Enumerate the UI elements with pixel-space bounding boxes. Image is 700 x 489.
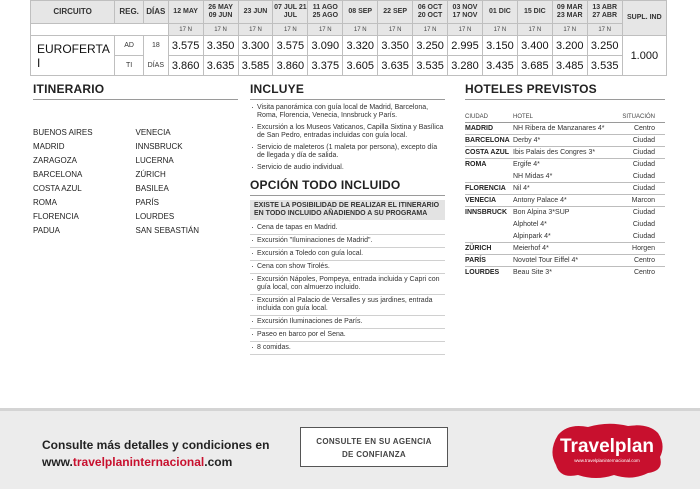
hotel-name: Derby 4*	[513, 135, 617, 147]
todo-incluido-item: · Excursión Iluminaciones de París.	[250, 318, 445, 329]
todo-incluido-list	[250, 224, 445, 355]
agency-line-1: CONSULTE EN SU AGENCIA	[316, 437, 432, 446]
incluye-item: · Servicio de maleteros (1 maleta por persona), excepto día de llegada y día de salida.	[250, 144, 445, 160]
hotel-situation: Ciudad	[617, 159, 665, 171]
city-item: FLORENCIA	[33, 212, 79, 221]
hotel-name: Alpinpark 4*	[513, 232, 551, 240]
nights-cell: 17 N	[378, 24, 413, 36]
city-item: ROMA	[33, 198, 57, 207]
incluye-item: · Visita panorámica con guía local de Madrid, Barcelona, Roma, Florencia, Venecia, Innsbruck y París.	[250, 104, 445, 120]
col-supl: SUPL. IND	[622, 1, 666, 36]
hotel-situation: Centro	[617, 267, 665, 279]
hotel-row	[465, 231, 665, 243]
hotel-city: FLORENCIA	[465, 183, 513, 195]
hotel-row	[465, 207, 665, 219]
hotel-row	[465, 123, 665, 135]
hotel-city: BARCELONA	[465, 135, 513, 147]
nights-cell: 17 N	[552, 24, 587, 36]
nights-cell: 17 N	[413, 24, 448, 36]
city-item: INNSBRUCK	[135, 142, 183, 151]
hotel-city: PARÍS	[465, 255, 513, 267]
col-date: 26 MAY 09 JUN	[203, 1, 238, 24]
price-table	[30, 0, 667, 76]
hotel-city: COSTA AZUL	[465, 147, 513, 159]
circuit-name: EUROFERTA I	[31, 36, 115, 76]
todo-incluido-item: · Paseo en barco por el Sena.	[250, 331, 445, 342]
city-item: LUCERNA	[135, 156, 174, 165]
hotel-name: Meierhof 4*	[513, 243, 617, 255]
hotel-situation: Centro	[617, 255, 665, 267]
incluye-section	[250, 82, 445, 357]
itinerario-cities	[33, 126, 238, 238]
hotel-name: Ergife 4*	[513, 159, 617, 171]
incluye-title: INCLUYE	[250, 82, 445, 100]
nights-cell: 17 N	[343, 24, 378, 36]
col-date: 11 AGO 25 AGO	[308, 1, 343, 24]
hotel-city: VENECIA	[465, 195, 513, 207]
hotel-situation: Ciudad	[617, 183, 665, 195]
hotel-situation: Ciudad	[617, 135, 665, 147]
price-cell: 3.535	[413, 56, 448, 76]
price-cell: 3.585	[238, 56, 273, 76]
footer-line: Consulte más detalles y condiciones en	[42, 438, 270, 452]
price-cell: 3.485	[552, 56, 587, 76]
todo-incluido-item: · Excursión al Palacio de Versalles y sus jardines, entrada incluida con guía local.	[250, 297, 445, 316]
col-date: 23 JUN	[238, 1, 273, 24]
todo-incluido-item: · Cena con show Tirolés.	[250, 263, 445, 274]
url-prefix: www.	[42, 455, 73, 469]
todo-incluido-item: · Cena de tapas en Madrid.	[250, 224, 445, 235]
city-item: VENECIA	[135, 128, 171, 137]
hotels-col-situacion: SITUACIÓN	[617, 114, 665, 123]
price-subheader-row	[31, 24, 667, 36]
price-cell: 3.435	[482, 56, 517, 76]
hotel-situation: Ciudad	[632, 232, 655, 240]
price-row-ti	[31, 56, 667, 76]
regime-ti: TI	[115, 56, 144, 76]
hotel-city: LOURDES	[465, 267, 513, 279]
hotel-row	[465, 159, 665, 171]
hotel-name: Nil 4*	[513, 183, 617, 195]
hotel-city: ZÜRICH	[465, 243, 513, 255]
todo-incluido-item: · Excursión a Toledo con guía local.	[250, 250, 445, 261]
hotel-row	[465, 135, 665, 147]
price-cell: 2.995	[448, 36, 483, 56]
price-header-row	[31, 1, 667, 24]
hotel-name: Antony Palace 4*	[513, 195, 617, 207]
price-cell: 3.250	[587, 36, 622, 56]
nights-cell: 17 N	[308, 24, 343, 36]
incluye-item: · Servicio de audio individual.	[250, 164, 445, 172]
city-item: PADUA	[33, 226, 60, 235]
city-item: COSTA AZUL	[33, 184, 82, 193]
col-circuito: CIRCUITO	[31, 1, 115, 24]
price-cell: 3.535	[587, 56, 622, 76]
travelplan-logo	[548, 421, 666, 481]
hoteles-section	[465, 82, 665, 279]
nights-cell: 17 N	[273, 24, 308, 36]
logo-url: www.travelplaninternacional.com	[574, 458, 640, 463]
hotel-situation: Marcon	[617, 195, 665, 207]
price-cell: 3.635	[378, 56, 413, 76]
nights-cell: 17 N	[517, 24, 552, 36]
hotel-city	[465, 231, 513, 243]
agency-contact-box	[300, 427, 448, 467]
nights-cell: 17 N	[448, 24, 483, 36]
hotels-body	[465, 123, 665, 279]
hotel-name: NH Midas 4*	[513, 172, 553, 180]
col-date: 12 MAY	[168, 1, 203, 24]
url-suffix: .com	[204, 455, 233, 469]
itinerario-title: ITINERARIO	[33, 82, 238, 100]
dias-label: DÍAS	[144, 56, 169, 76]
hotel-row	[465, 183, 665, 195]
hotel-name: Bon Alpina 3*SUP	[513, 207, 617, 219]
col-date: 08 SEP	[343, 1, 378, 24]
nights-cell: 17 N	[482, 24, 517, 36]
price-cell: 3.375	[308, 56, 343, 76]
hotel-name: Beau Site 3*	[513, 267, 617, 279]
price-cell: 3.860	[168, 56, 203, 76]
price-cell: 3.320	[343, 36, 378, 56]
price-cell: 3.575	[168, 36, 203, 56]
todo-incluido-notice: EXISTE LA POSIBILIDAD DE REALIZAR EL ITINERARIO EN TODO INCLUIDO AÑADIENDO A SU PROGRAMA	[250, 200, 445, 220]
price-cell: 3.685	[517, 56, 552, 76]
hotel-city	[465, 171, 513, 183]
hotel-row	[465, 147, 665, 159]
cities-column-1	[33, 126, 136, 238]
nights-cell: 17 N	[238, 24, 273, 36]
col-date: 22 SEP	[378, 1, 413, 24]
col-dias: DÍAS	[144, 1, 169, 24]
hotel-city: MADRID	[465, 123, 513, 135]
price-cell: 3.860	[273, 56, 308, 76]
price-cell: 3.280	[448, 56, 483, 76]
hotel-situation: Ciudad	[617, 147, 665, 159]
hotels-col-ciudad: CIUDAD	[465, 114, 513, 123]
city-item: PARÍS	[135, 198, 159, 207]
hotels-table	[465, 114, 665, 279]
price-cell: 3.150	[482, 36, 517, 56]
hotel-name: Novotel Tour Eiffel 4*	[513, 255, 617, 267]
city-item: LOURDES	[135, 212, 175, 221]
col-date: 15 DIC	[517, 1, 552, 24]
hotel-name: Ibis Palais des Congres 3*	[513, 147, 617, 159]
hotel-row	[465, 243, 665, 255]
hotels-col-hotel: HOTEL	[513, 114, 617, 123]
price-cell: 3.605	[343, 56, 378, 76]
col-date: 07 JUL 21 JUL	[273, 1, 308, 24]
cities-column-2	[136, 126, 239, 238]
hotel-row	[465, 171, 665, 183]
logo-text: Travelplan	[560, 436, 654, 457]
hotel-city: ROMA	[465, 159, 513, 171]
footer-url[interactable]	[42, 454, 269, 471]
price-cell: 3.635	[203, 56, 238, 76]
blank-cell	[31, 24, 115, 36]
todo-incluido-title: OPCIÓN TODO INCLUIDO	[250, 178, 445, 196]
col-date: 03 NOV 17 NOV	[448, 1, 483, 24]
city-item: BUENOS AIRES	[33, 128, 93, 137]
agency-line-2: DE CONFIANZA	[341, 450, 407, 459]
todo-incluido-item: · Excursión Nápoles, Pompeya, entrada incluida y Capri con guía local, con almuerzo incluido.	[250, 276, 445, 295]
todo-incluido-item: · 8 comidas.	[250, 344, 445, 355]
col-reg: REG.	[115, 1, 144, 24]
col-date: 06 OCT 20 OCT	[413, 1, 448, 24]
supl-value: 1.000	[622, 36, 666, 76]
col-date: 13 ABR 27 ABR	[587, 1, 622, 24]
dias-value: 18	[144, 36, 169, 56]
city-item: SAN SEBASTIÁN	[135, 226, 200, 235]
hotel-situation: Ciudad	[632, 221, 655, 228]
itinerario-section	[33, 82, 238, 238]
hotel-situation: Ciudad	[632, 172, 655, 180]
price-cell: 3.350	[378, 36, 413, 56]
nights-cell: 17 N	[587, 24, 622, 36]
price-cell: 3.400	[517, 36, 552, 56]
price-cell: 3.200	[552, 36, 587, 56]
col-date: 09 MAR 23 MAR	[552, 1, 587, 24]
hotels-header-row	[465, 114, 665, 123]
blank-cell	[144, 24, 169, 36]
price-cell: 3.090	[308, 36, 343, 56]
price-cell: 3.250	[413, 36, 448, 56]
incluye-list	[250, 104, 445, 172]
city-item: ZÚRICH	[135, 170, 166, 179]
hotel-name: Alphotel 4*	[513, 221, 547, 228]
hoteles-title: HOTELES PREVISTOS	[465, 82, 665, 100]
hotel-row	[465, 255, 665, 267]
hotel-situation: Ciudad	[617, 207, 665, 219]
hotel-situation: Centro	[617, 123, 665, 135]
nights-cell: 17 N	[168, 24, 203, 36]
price-row-ad	[31, 36, 667, 56]
blank-cell	[115, 24, 144, 36]
price-cell: 3.575	[273, 36, 308, 56]
regime-ad: AD	[115, 36, 144, 56]
price-cell: 3.350	[203, 36, 238, 56]
hotel-situation: Horgen	[617, 243, 665, 255]
hotel-row	[465, 195, 665, 207]
price-cell: 3.300	[238, 36, 273, 56]
hotel-city: INNSBRUCK	[465, 207, 513, 219]
nights-cell: 17 N	[203, 24, 238, 36]
hotel-row	[465, 219, 665, 231]
incluye-item: · Excursión a los Museos Vaticanos, Capilla Sixtina y Basílica de San Pedro, entradas incluidas con guía local.	[250, 124, 445, 140]
city-item: MADRID	[33, 142, 65, 151]
city-item: BASILEA	[135, 184, 169, 193]
col-date: 01 DIC	[482, 1, 517, 24]
hotel-row	[465, 267, 665, 279]
todo-incluido-item: · Excursión "Iluminaciones de Madrid".	[250, 237, 445, 248]
hotel-name: NH Ribera de Manzanares 4*	[513, 123, 617, 135]
url-brand: travelplaninternacional	[72, 455, 205, 469]
city-item: ZARAGOZA	[33, 156, 78, 165]
footer-text	[42, 437, 269, 471]
hotel-city	[465, 219, 513, 231]
footer	[0, 408, 700, 489]
city-item: BARCELONA	[33, 170, 83, 179]
